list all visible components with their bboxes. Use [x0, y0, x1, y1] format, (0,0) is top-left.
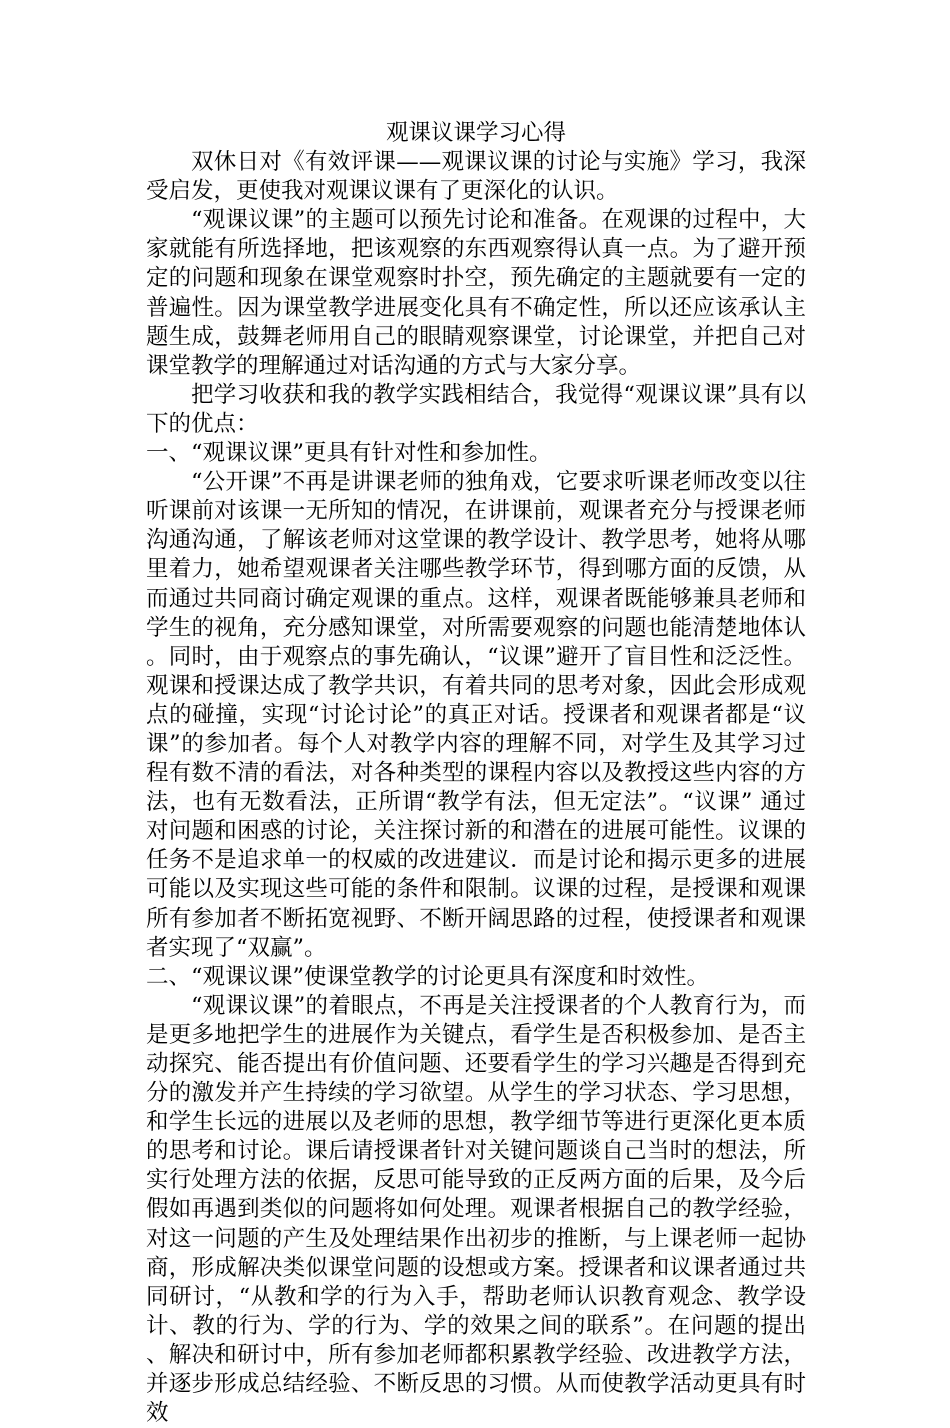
section-2-paragraph: “观课议课”的着眼点，不再是关注授课者的个人教育行为，而是更多地把学生的进展作为关键点，看学生是否积极参加、是否主动探究、能否提出有价值问题、还要看学生的学习兴趣是否得到充分的激发并产生持续的学习欲望。从学生的学习状态、学习思想，和学生长远的进展以及老师的思想，教学细节等进行更深化更本质的思考和讨论。课后请授课者针对关键问题谈自己当时的想法，所实行处理方法的依据，反思可能导致的正反两方面的后果，及今后假如再遇到类似的问题将如何处理。观课者根据自己的教学经验，对这一问题的产生及处理结果作出初步的推断，与上课老师一起协商，形成解决类似课堂问题的设想或方案。授课者和议课者通过共同研讨，“从教和学的行为入手，帮助老师认识教育观念、教学设计、教的行为、学的行为、学的效果之间的联系”。在问题的提出、解决和研讨中，所有参加老师都积累教学经验、改进教学方法，并逐步形成总结经验、不断反思的习惯。从而使教学活动更具有时效 — [146, 992, 806, 1427]
section-heading-2: 二、“观课议课”使课堂教学的讨论更具有深度和时效性。 — [146, 963, 710, 990]
section-heading-1: 一、“观课议课”更具有针对性和参加性。 — [146, 440, 552, 467]
document-body — [146, 119, 806, 1428]
section-1-paragraph: “公开课”不再是讲课老师的独角戏，它要求听课老师改变以往听课前对该课一无所知的情况，在讲课前，观课者充分与授课老师沟通沟通，了解该老师对这堂课的教学设计、教学思考，她将从哪里着力，她希望观课者关注哪些教学环节，得到哪方面的反馈，从而通过共同商讨确定观课的重点。这样，观课者既能够兼具老师和学生的视角，充分感知课堂，对所需要观察的问题也能清楚地体认。同时，由于观察点的事先确认，“议课”避开了盲目性和泛泛性。观课和授课达成了教学共识，有着共同的思考对象，因此会形成观点的碰撞，实现“讨论讨论”的真正对话。授课者和观课者都是“议课”的参加者。每个人对教学内容的理解不同，对学生及其学习过程有数不清的看法，对各种类型的课程内容以及教授这些内容的方法，也有无数看法，正所谓“教学有法，但无定法”。“议课” 通过对问题和困惑的讨论，关注探讨新的和潜在的进展可能性。议课的任务不是追求单一的权威的改进建议．而是讨论和揭示更多的进展可能以及实现这些可能的条件和限制。议课的过程，是授课和观课所有参加者不断拓宽视野、不断开阔思路的过程，使授课者和观课者实现了“双赢”。 — [146, 469, 806, 961]
topic-paragraph: “观课议课”的主题可以预先讨论和准备。在观课的过程中，大家就能有所选择地，把该观察的东西观察得认真一点。为了避开预定的问题和现象在课堂观察时扑空，预先确定的主题就要有一定的普遍性。因为课堂教学进展变化具有不确定性，所以还应该承认主题生成，鼓舞老师用自己的眼睛观察课堂，讨论课堂，并把自己对课堂教学的理解通过对话沟通的方式与大家分享。 — [146, 207, 806, 379]
document-title: 观课议课学习心得 — [385, 120, 566, 146]
intro-paragraph: 双休日对《有效评课——观课议课的讨论与实施》学习，我深受启发，更使我对观课议课有了更深化的认识。 — [146, 149, 806, 205]
advantages-paragraph: 把学习收获和我的教学实践相结合，我觉得“观课议课”具有以下的优点： — [146, 381, 806, 437]
